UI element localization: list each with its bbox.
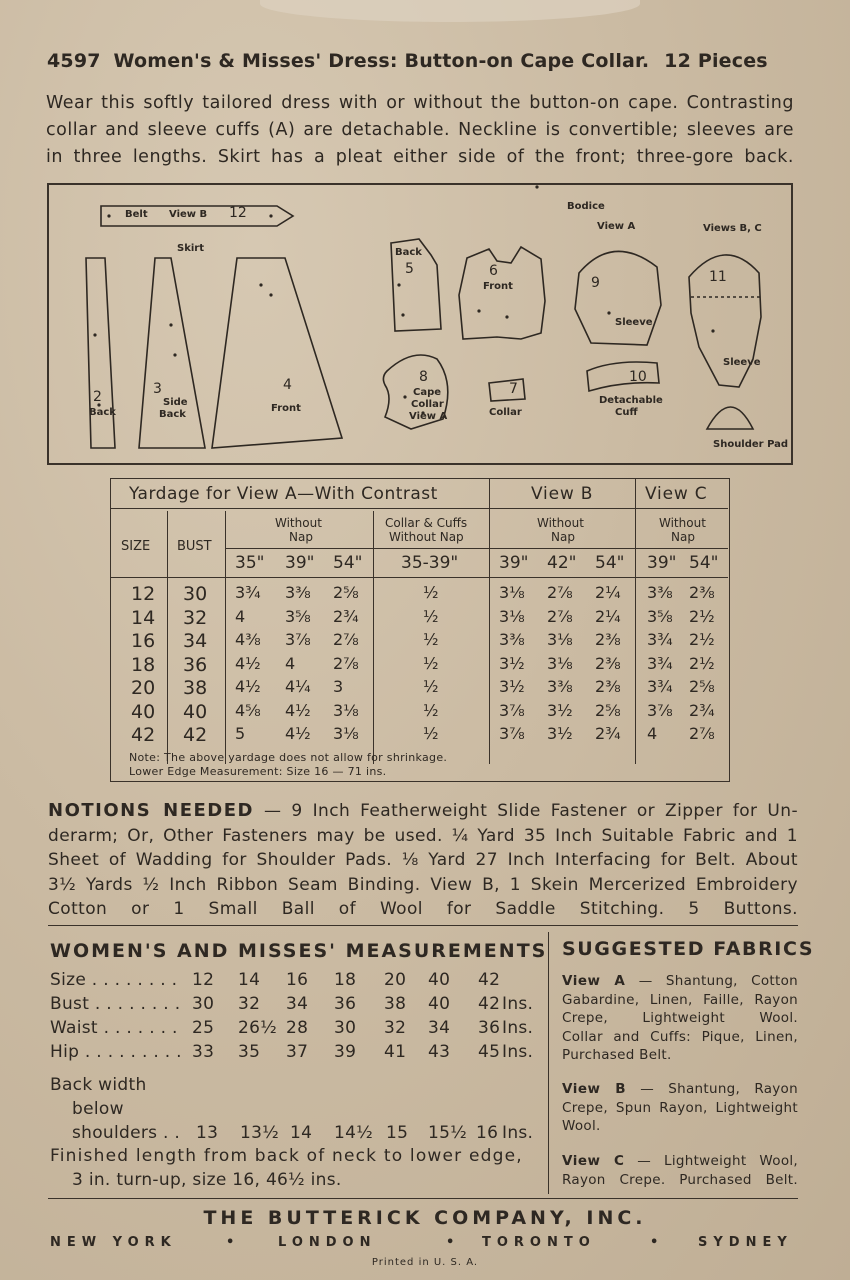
yardage-cell: 18 <box>131 653 156 676</box>
yardage-cell: 36 <box>183 653 208 676</box>
yardage-cell: 2⅞ <box>547 583 573 602</box>
fabrics-view-c: View C — Lightweight Wool, Rayon Crepe. Purchased Belt. <box>562 1153 799 1188</box>
pattern-number: 4597 <box>47 50 101 72</box>
width-c-54: 54" <box>689 553 719 573</box>
yardage-cell: 2¼ <box>595 583 621 602</box>
yardage-cell: 3⅞ <box>499 724 525 743</box>
yardage-cell: 16 <box>131 630 156 652</box>
yardage-cell: 3⅛ <box>333 724 359 743</box>
piece-3-label-2: Back <box>159 409 186 420</box>
yardage-cell: 42 <box>183 724 208 746</box>
notions-section <box>48 799 798 922</box>
measurements-heading: WOMEN'S AND MISSES' MEASUREMENTS <box>50 940 548 962</box>
yardage-cell: 3⅞ <box>499 700 525 720</box>
measurement-row-label: Hip . . . . . . . . . <box>50 1042 182 1062</box>
yardage-cell: 3¾ <box>647 677 673 696</box>
bodice-label: Bodice <box>567 201 605 212</box>
printed-in: Printed in U. S. A. <box>371 1257 479 1268</box>
measurement-value: 34 <box>286 994 309 1014</box>
measurement-value: 26½ <box>238 1018 278 1038</box>
yardage-cell: 3⅛ <box>333 700 359 720</box>
measurement-value: 16 <box>286 970 309 990</box>
measurement-value: 35 <box>238 1042 261 1062</box>
footer-divider <box>48 1198 798 1199</box>
shoulder-pad-shape <box>707 407 753 429</box>
measurement-value: 36 <box>334 994 357 1014</box>
yardage-cell: 3⅞ <box>285 630 311 649</box>
yardage-cell: 2⅜ <box>595 630 621 649</box>
yardage-cell: 2⅜ <box>595 677 621 696</box>
yardage-cell: ½ <box>423 724 439 743</box>
yardage-cell: ½ <box>423 583 439 602</box>
sleeve-a-shape <box>575 251 661 345</box>
piece-4-number: 4 <box>283 377 292 393</box>
measurement-value: 37 <box>286 1042 309 1062</box>
finished-length-2: 3 in. turn-up, size 16, 46½ ins. <box>72 1170 342 1190</box>
back-width-label-2: below <box>72 1099 124 1119</box>
yardage-cell: 3⅛ <box>547 630 573 649</box>
width-a-54: 54" <box>333 553 363 573</box>
company-name: THE BUTTERICK COMPANY, INC. <box>203 1207 647 1229</box>
notions-heading: NOTIONS NEEDED <box>48 800 254 821</box>
yardage-cell: 40 <box>131 700 156 723</box>
piece-9-label: Sleeve <box>615 317 653 328</box>
view-b-heading: View B <box>531 484 594 504</box>
skirt-front-shape <box>212 258 342 448</box>
yardage-cell: 2⅜ <box>595 653 621 673</box>
yardage-cell: 2¾ <box>333 606 359 626</box>
b-without-label: Without <box>537 516 584 530</box>
belt-view-label: View B <box>169 209 208 220</box>
yardage-cell: ½ <box>423 677 439 696</box>
yardage-cell: 32 <box>183 606 208 629</box>
bodice-front-shape <box>459 247 545 339</box>
c-without-label: Without <box>659 516 706 530</box>
measurement-value: 18 <box>334 970 357 990</box>
piece-7-number: 7 <box>509 381 518 397</box>
piece-8-label-1: Cape <box>413 387 442 398</box>
measurement-value: 34 <box>428 1018 451 1038</box>
measurement-row-label: Bust . . . . . . . . <box>50 994 181 1014</box>
shoulders-value: 15½ <box>428 1123 468 1143</box>
measurement-value: 20 <box>384 970 407 990</box>
width-b-42: 42" <box>547 553 577 573</box>
notions-line-1: NOTIONS NEEDED — 9 Inch Featherweight Slide Fastener or Zipper for Un- <box>48 800 798 821</box>
measurement-value: 43 <box>428 1042 451 1062</box>
piece-8-label-2: Collar <box>411 399 444 410</box>
piece-6-label: Front <box>483 281 513 292</box>
city-toronto: TORONTO <box>482 1235 596 1250</box>
yardage-cell: 12 <box>131 583 156 605</box>
measurement-value: 42 <box>478 970 501 990</box>
measurement-unit: Ins. <box>502 1042 534 1062</box>
piece-10-label-1: Detachable <box>599 395 663 406</box>
shoulder-pad-label: Shoulder Pad <box>713 439 789 450</box>
yardage-cell: 3⅞ <box>647 700 673 720</box>
yardage-cell: 2⅝ <box>689 677 715 696</box>
pattern-pieces-diagram <box>47 183 793 465</box>
b-nap-label: Nap <box>551 530 575 544</box>
pattern-name: Women's & Misses' Dress: Button-on Cape Collar. <box>113 50 650 72</box>
yardage-cell: 2¾ <box>689 700 715 720</box>
column-divider <box>548 932 549 1194</box>
view-a-heading: Yardage for View A—With Contrast <box>129 484 438 504</box>
measurement-value: 28 <box>286 1018 309 1038</box>
yardage-note-2: Lower Edge Measurement: Size 16 — 71 ins. <box>129 765 387 778</box>
pieces-count: 12 Pieces <box>664 50 768 72</box>
measurement-value: 14 <box>238 970 261 990</box>
notions-line-5: Cotton or 1 Small Ball of Wool for Saddle Stitching. 5 Buttons. <box>48 899 798 919</box>
measurement-unit: Ins. <box>502 994 534 1014</box>
yardage-cell: 3⅜ <box>647 583 673 602</box>
yardage-cell: 3½ <box>547 724 573 743</box>
piece-10-label-2: Cuff <box>615 407 638 418</box>
piece-10-number: 10 <box>629 369 647 385</box>
yardage-table <box>110 478 730 782</box>
yardage-cell: 3¾ <box>647 630 673 649</box>
piece-9-number: 9 <box>591 275 600 291</box>
measurement-value: 25 <box>192 1018 215 1038</box>
fabrics-view-a: View A — Shantung, Cotton Gabardine, Linen, Faille, Rayon Crepe, Lightweight Wool. Collar and Cuffs: Pique, Linen, Purchased Belt. <box>562 973 799 1063</box>
yardage-cell: 2½ <box>689 653 715 673</box>
shoulders-value: 13 <box>196 1123 219 1143</box>
notions-line-2: derarm; Or, Other Fasteners may be used. ¼ Yard 35 Inch Suitable Fabric and 1 <box>48 825 798 846</box>
yardage-cell: 5 <box>235 724 246 743</box>
piece-5-label: Back <box>395 247 422 258</box>
description: Wear this softly tailored dress with or without the button-on cape. Contrasting collar and sleeve cuffs (A) are detachable. Neckline is convertible; sleeves are in three lengths. Skirt has a pleat either side of the front; three-gore back. <box>46 93 794 167</box>
piece-8-label-3: View A <box>409 411 448 422</box>
city-sydney: SYDNEY <box>698 1235 793 1250</box>
bust-col-header: BUST <box>177 539 212 554</box>
measurement-value: 36 <box>478 1018 501 1038</box>
yardage-cell: 3⅛ <box>547 653 573 673</box>
yardage-cell: 3½ <box>547 700 573 720</box>
yardage-cell: 20 <box>131 677 156 699</box>
skirt-label: Skirt <box>177 243 204 254</box>
measurement-value: 33 <box>192 1042 215 1062</box>
measurement-value: 12 <box>192 970 215 990</box>
shoulders-value: 16 <box>476 1123 499 1143</box>
yardage-cell: 2⅝ <box>333 583 359 602</box>
measurement-value: 40 <box>428 970 451 990</box>
collar-cuffs-label: Collar & Cuffs <box>385 516 468 530</box>
yardage-cell: ½ <box>423 606 439 626</box>
back-width-label-1: Back width <box>50 1075 147 1095</box>
fabrics-heading: SUGGESTED FABRICS <box>562 938 815 960</box>
shoulders-value: 15 <box>386 1123 409 1143</box>
yardage-cell: 34 <box>183 630 208 652</box>
yardage-cell: 3⅜ <box>499 630 525 649</box>
yardage-cell: 4½ <box>235 677 261 696</box>
a-without-label: Without <box>275 516 322 530</box>
yardage-cell: 4 <box>647 724 658 743</box>
measurement-value: 42 <box>478 994 501 1014</box>
yardage-cell: 3½ <box>499 653 525 673</box>
size-col-header: SIZE <box>121 539 151 554</box>
belt-label: Belt <box>125 209 148 220</box>
a-nap-label: Nap <box>289 530 313 544</box>
yardage-cell: 3⅛ <box>499 583 525 602</box>
yardage-cell: 2⅜ <box>689 583 715 602</box>
piece-8-number: 8 <box>419 369 428 385</box>
view-a-label: View A <box>597 221 636 232</box>
yardage-cell: ½ <box>423 700 439 720</box>
width-b-54: 54" <box>595 553 625 573</box>
piece-4-label: Front <box>271 403 301 414</box>
yardage-cell: 4 <box>235 606 246 626</box>
divider <box>48 925 798 926</box>
skirt-back-shape <box>86 258 115 448</box>
piece-6-number: 6 <box>489 263 498 279</box>
shoulders-value: 13½ <box>240 1123 280 1143</box>
piece-7-label: Collar <box>489 407 522 418</box>
measurement-value: 38 <box>384 994 407 1014</box>
yardage-cell: 3 <box>333 677 344 696</box>
yardage-cell: 42 <box>131 724 156 746</box>
yardage-cell: 4 <box>285 653 296 673</box>
measurement-unit: Ins. <box>502 1018 534 1038</box>
yardage-cell: 38 <box>183 677 208 699</box>
yardage-cell: 2⅞ <box>547 606 573 626</box>
yardage-cell: 30 <box>183 583 208 605</box>
collar-shape <box>489 379 525 401</box>
yardage-cell: 3⅝ <box>647 606 673 626</box>
yardage-cell: 2¼ <box>595 606 621 626</box>
yardage-cell: 2¾ <box>595 724 621 743</box>
piece-2-label: Back <box>89 407 116 418</box>
piece-3-number: 3 <box>153 381 162 397</box>
city-london: LONDON <box>278 1235 377 1250</box>
yardage-cell: ½ <box>423 653 439 673</box>
measurement-value: 32 <box>384 1018 407 1038</box>
width-a-35: 35" <box>235 553 265 573</box>
measurement-row-label: Size . . . . . . . . <box>50 970 178 990</box>
yardage-note-1: Note: The above yardage does not allow for shrinkage. <box>129 751 448 764</box>
yardage-cell: 3¾ <box>235 583 261 602</box>
piece-11-number: 11 <box>709 269 727 285</box>
piece-11-label: Sleeve <box>723 357 761 368</box>
measurement-row-label: Waist . . . . . . . <box>50 1018 178 1038</box>
measurement-value: 45 <box>478 1042 501 1062</box>
views-bc-label: Views B, C <box>703 223 762 234</box>
yardage-cell: 40 <box>183 700 208 723</box>
yardage-cell: 14 <box>131 606 156 629</box>
notions-line-3: Sheet of Wadding for Shoulder Pads. ⅛ Yard 27 Inch Interfacing for Belt. About <box>48 850 798 870</box>
yardage-cell: 4½ <box>235 653 261 673</box>
measurement-value: 32 <box>238 994 261 1014</box>
measurement-value: 39 <box>334 1042 357 1062</box>
yardage-cell: 3⅜ <box>547 677 573 696</box>
shoulders-value: 14 <box>290 1123 313 1143</box>
yardage-cell: 2⅞ <box>333 653 359 673</box>
cuff-shape <box>587 362 659 391</box>
measurement-value: 30 <box>192 994 215 1014</box>
city-new-york: NEW YORK <box>50 1235 177 1250</box>
piece-3-label-1: Side <box>163 397 188 408</box>
yardage-cell: 3⅝ <box>285 606 311 626</box>
measurement-value: 40 <box>428 994 451 1014</box>
width-cc: 35-39" <box>401 553 459 573</box>
c-nap-label: Nap <box>671 530 695 544</box>
width-c-39: 39" <box>647 553 677 573</box>
yardage-cell: 4⅜ <box>235 630 261 649</box>
yardage-cell: 2⅞ <box>333 630 359 649</box>
width-b-39: 39" <box>499 553 529 573</box>
yardage-cell: 4¼ <box>285 677 311 696</box>
piece-2-number: 2 <box>93 389 102 405</box>
yardage-cell: 2⅝ <box>595 700 621 720</box>
yardage-cell: 3¾ <box>647 653 673 673</box>
yardage-cell: 2½ <box>689 630 715 649</box>
notions-line-4: 3½ Yards ½ Inch Ribbon Seam Binding. View B, 1 Skein Mercerized Embroidery <box>48 874 798 895</box>
finished-length-1: Finished length from back of neck to lower edge, <box>50 1146 523 1166</box>
shoulders-unit: Ins. <box>502 1123 534 1143</box>
yardage-cell: 2⅞ <box>689 724 715 743</box>
view-c-heading: View C <box>645 484 708 504</box>
measurement-value: 41 <box>384 1042 407 1062</box>
piece-5-number: 5 <box>405 261 414 277</box>
fabrics-view-b: View B — Shantung, Rayon Crepe, Spun Rayon, Lightweight Wool. <box>562 1081 798 1134</box>
pattern-title <box>47 50 768 72</box>
yardage-cell: 4⅝ <box>235 700 261 720</box>
shoulders-label: shoulders . . <box>72 1123 181 1143</box>
width-a-39: 39" <box>285 553 315 573</box>
yardage-cell: 3½ <box>499 677 525 696</box>
yardage-cell: ½ <box>423 630 439 649</box>
cc-without-nap-label: Without Nap <box>389 530 464 544</box>
shoulders-value: 14½ <box>334 1123 374 1143</box>
yardage-cell: 4½ <box>285 700 311 720</box>
yardage-cell: 2½ <box>689 606 715 626</box>
yardage-cell: 3⅛ <box>499 606 525 626</box>
yardage-cell: 3⅜ <box>285 583 311 602</box>
belt-number: 12 <box>229 205 247 221</box>
yardage-cell: 4½ <box>285 724 311 743</box>
measurement-value: 30 <box>334 1018 357 1038</box>
